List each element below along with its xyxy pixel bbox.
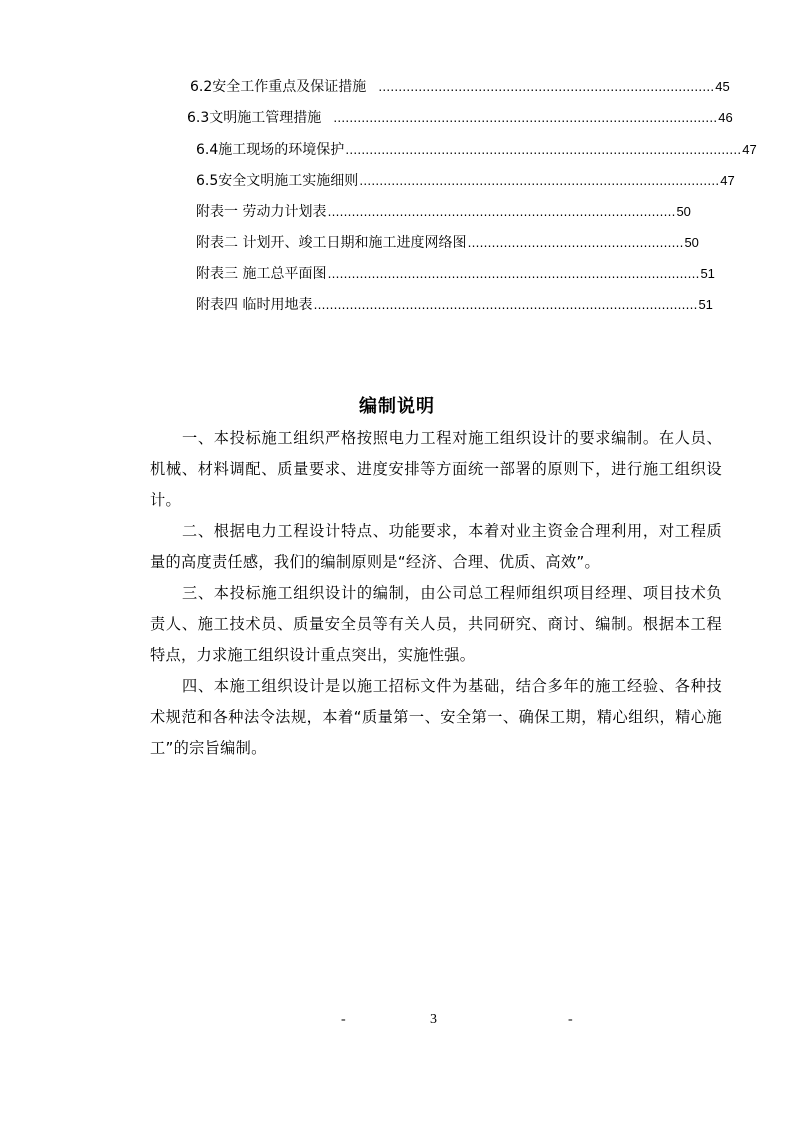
toc-entry-page: 45 xyxy=(715,79,730,94)
toc-leader-dots: ………………………………………………………………………… xyxy=(378,80,715,94)
toc-leader-dots: ……………………………………………………………………………………… xyxy=(345,143,742,157)
toc-entry-label: 附表三 施工总平面图 xyxy=(196,266,327,282)
page-number: 3 xyxy=(430,1012,437,1027)
toc-entry[interactable] xyxy=(196,296,713,314)
paragraph: 一、本投标施工组织严格按照电力工程对施工组织设计的要求编制。在人员、机械、材料调配、质量要求、进度安排等方面统一部署的原则下，进行施工组织设计。 xyxy=(150,429,722,509)
toc-leader-dots: ……………………………………………………………………………… xyxy=(359,174,720,188)
toc-entry[interactable] xyxy=(196,172,735,190)
section-title: 编制说明 xyxy=(359,396,435,417)
page-footer xyxy=(0,1012,794,1032)
toc-entry[interactable] xyxy=(196,265,715,283)
paragraph: 三、本投标施工组织设计的编制，由公司总工程师组织项目经理、项目技术负责人、施工技术员、质量安全员等有关人员，共同研究、商讨、编制。根据本工程特点，力求施工组织设计重点突出，实施性强。 xyxy=(150,584,722,664)
toc-leader-dots: ………………………………………………………………………………… xyxy=(327,267,700,281)
toc-entry-page: 46 xyxy=(718,110,733,125)
toc-entry-label: 6.2安全工作重点及保证措施 xyxy=(190,79,367,95)
toc-entry-label: 附表一 劳动力计划表 xyxy=(196,204,327,220)
toc-leader-dots: ……………………………………………… xyxy=(467,236,684,250)
toc-entry[interactable] xyxy=(190,78,730,96)
toc-entry[interactable] xyxy=(196,141,757,159)
toc-leader-dots: …………………………………………………………………………………… xyxy=(333,111,718,125)
toc-entry-page: 51 xyxy=(698,297,713,312)
toc-entry-label: 6.4施工现场的环境保护 xyxy=(196,142,345,158)
toc-entry-page: 47 xyxy=(742,142,757,157)
toc-entry[interactable] xyxy=(196,234,699,252)
toc-leader-dots: …………………………………………………………………………… xyxy=(327,205,676,219)
toc-entry-page: 47 xyxy=(720,173,735,188)
toc-entry[interactable] xyxy=(196,203,691,221)
toc-entry-page: 50 xyxy=(676,204,691,219)
toc-entry-page: 51 xyxy=(700,266,715,281)
toc-entry[interactable] xyxy=(187,109,733,127)
toc-entry-label: 附表二 计划开、竣工日期和施工进度网络图 xyxy=(196,235,467,251)
toc-entry-label: 6.5安全文明施工实施细则 xyxy=(196,173,359,189)
footer-right-mark: - xyxy=(568,1012,573,1027)
toc-leader-dots: …………………………………………………………………………………… xyxy=(313,298,698,312)
toc-entry-page: 50 xyxy=(684,235,699,250)
paragraph: 四、本施工组织设计是以施工招标文件为基础，结合多年的施工经验、各种技术规范和各种法令法规，本着“质量第一、安全第一、确保工期，精心组织，精心施工”的宗旨编制。 xyxy=(150,677,722,757)
footer-left-mark: - xyxy=(341,1012,346,1027)
paragraph: 二、根据电力工程设计特点、功能要求，本着对业主资金合理利用，对工程质量的高度责任感，我们的编制原则是“经济、合理、优质、高效”。 xyxy=(150,522,722,571)
toc-entry-label: 附表四 临时用地表 xyxy=(196,297,313,313)
toc-entry-label: 6.3文明施工管理措施 xyxy=(187,110,322,126)
